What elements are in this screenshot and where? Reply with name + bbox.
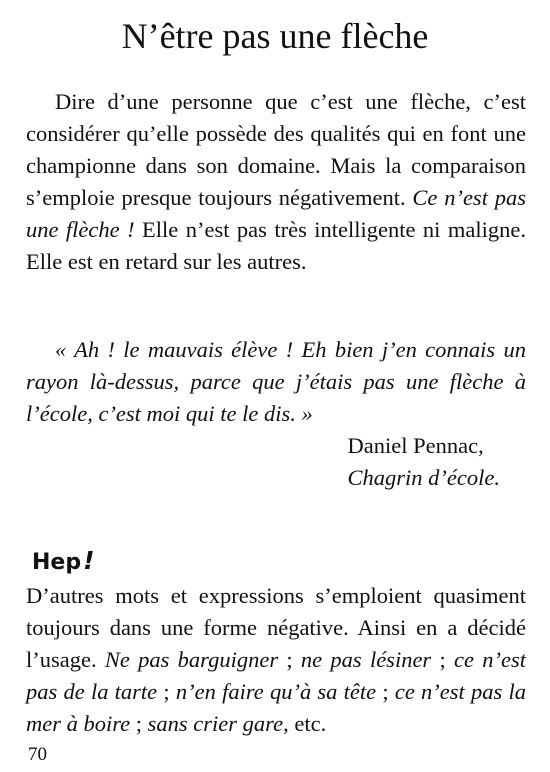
separator: ; bbox=[278, 647, 301, 672]
paragraph-other-expressions bbox=[26, 580, 526, 740]
expression-sans-crier-gare: sans crier gare bbox=[147, 711, 284, 736]
paragraph-definition-text-1: Dire d’une personne que c’est une flèche, c’est considérer qu’elle possède des qualités qui en font une championne dans son domaine. Mais la comparaison s’emploie presque toujours négativement. bbox=[26, 89, 526, 210]
paragraph-other-text-1: D’autres mots et expressions s’emploient quasiment toujours dans une forme négative. Ainsi en a décidé l’usage. bbox=[26, 583, 526, 672]
paragraph-definition-italic-phrase: Ce n’est pas une flèche ! bbox=[26, 185, 526, 242]
expression-mer-a-boire: ce n’est pas la mer à boire bbox=[26, 679, 526, 736]
hep-heading bbox=[32, 546, 95, 578]
separator: ; bbox=[376, 679, 395, 704]
paragraph-definition bbox=[26, 86, 526, 278]
paragraph-other-end: , etc. bbox=[283, 711, 327, 736]
quote-author: Daniel Pennac, bbox=[347, 433, 484, 458]
hep-word: Hep bbox=[32, 550, 82, 575]
paragraph-definition-text-2: Elle n’est pas très intelligente ni maligne. Elle est en retard sur les autres. bbox=[26, 217, 526, 274]
expression-barguigner: Ne pas barguigner bbox=[104, 647, 279, 672]
expression-tete: n’en faire qu’à sa tête bbox=[175, 679, 377, 704]
page-number: 70 bbox=[28, 744, 47, 765]
hep-exclamation: ! bbox=[83, 546, 95, 575]
expression-tarte: ce n’est pas de la tarte bbox=[26, 647, 526, 704]
page-title: N’être pas une flèche bbox=[121, 16, 429, 56]
separator: ; bbox=[431, 647, 454, 672]
quote-attribution bbox=[348, 430, 500, 494]
quote-book-title: Chagrin d’école. bbox=[347, 465, 500, 490]
separator: ; bbox=[130, 711, 148, 736]
literary-quote: « Ah ! le mauvais élève ! Eh bien j’en connais un rayon là-dessus, parce que j’étais pas une flèche à l’école, c’est moi qui te le dis. » bbox=[26, 337, 526, 426]
expression-lesiner: ne pas lésiner bbox=[300, 647, 432, 672]
separator: ; bbox=[157, 679, 176, 704]
